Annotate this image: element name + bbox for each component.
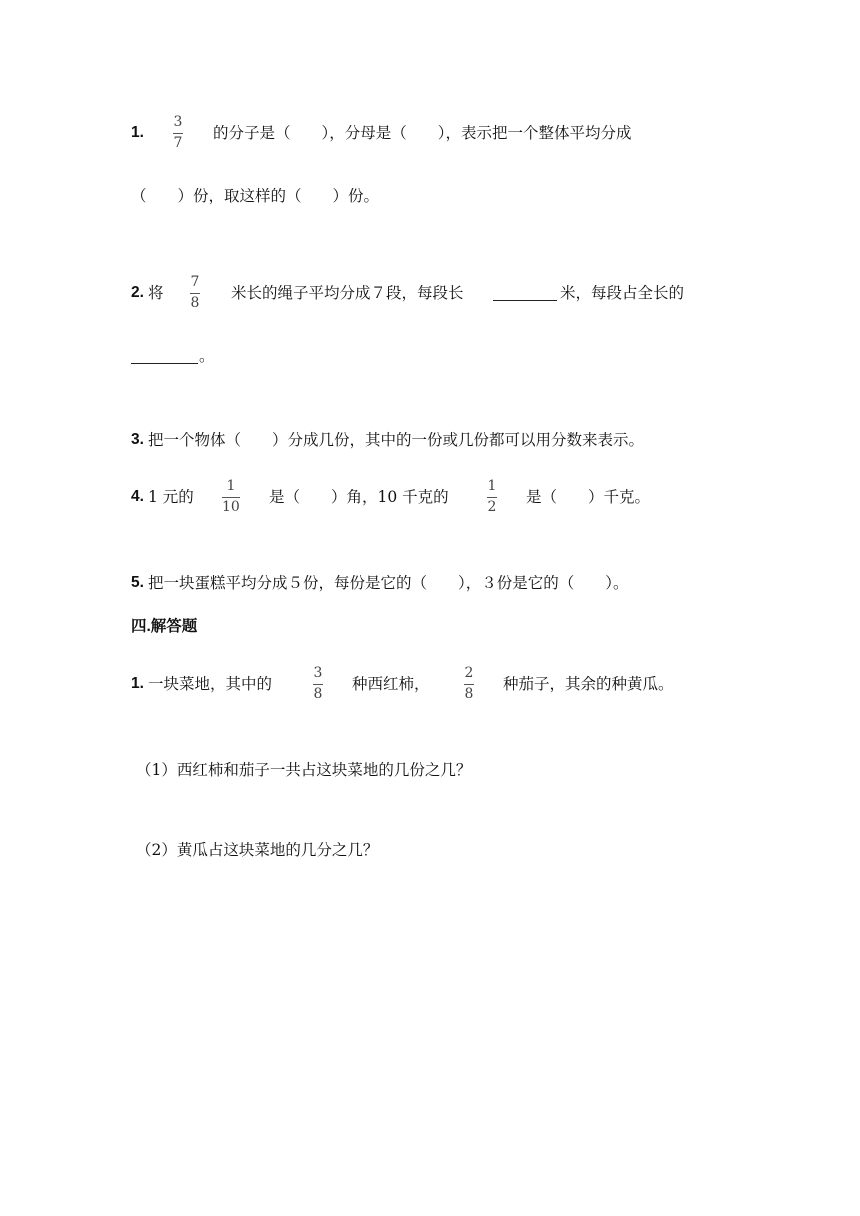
numerator: 2 [464,665,474,681]
numerator: 3 [173,114,183,130]
numerator: 1 [487,478,497,494]
numerator: 7 [190,274,200,290]
fraction-bar [173,133,183,134]
fraction-bar [313,684,323,685]
problem-number: 1. [131,675,144,692]
fraction-1-10 [222,479,240,515]
problem-text: 种茄子，其余的种黄瓜。 [503,675,674,693]
question-text: （ ）份，取这样的（ ）份。 [131,187,380,205]
question-number: 2. [131,284,144,301]
denominator: 10 [222,499,240,515]
fraction-3-8 [313,666,323,702]
fraction-bar [222,497,240,498]
question-text: 。 [199,347,215,365]
numerator: 1 [226,478,236,494]
numerator: 3 [313,665,323,681]
denominator: 8 [464,686,474,702]
question-text: 是（ ）千克。 [526,488,651,506]
sub-question-text: （1）西红柿和茄子一共占这块菜地的几份之几？ [136,761,472,779]
question-text: 米，每段占全长的 [560,284,685,302]
question-lead: 1 元的 [148,488,194,506]
question-text: 的分子是（ ），分母是（ ），表示把一个整体平均分成 [213,124,632,142]
fraction-3-7 [173,115,183,151]
question-number: 1. [131,124,144,141]
section-title: 四.解答题 [131,618,198,635]
answer-blank[interactable] [131,363,198,364]
denominator: 7 [173,135,183,151]
sub-question-text: （2）黄瓜占这块菜地的几分之几？ [136,841,379,859]
denominator: 2 [487,499,497,515]
question-number: 4. [131,488,144,505]
problem-text: 种西红柿， [352,675,430,693]
question-lead: 将 [148,284,164,302]
denominator: 8 [313,686,323,702]
fraction-7-8 [190,275,200,311]
fraction-bar [464,684,474,685]
answer-blank[interactable] [493,300,557,301]
fraction-2-8 [464,666,474,702]
question-text: 把一块蛋糕平均分成５份，每份是它的（ ），３份是它的（ ）。 [148,574,629,592]
problem-lead: 一块菜地，其中的 [148,675,273,693]
fraction-bar [190,293,200,294]
fraction-1-2 [487,479,497,515]
question-text: 把一个物体（ ）分成几份，其中的一份或几份都可以用分数来表示。 [148,431,645,449]
question-number: 3. [131,431,144,448]
question-text: 是（ ）角，10 千克的 [269,488,449,506]
question-text: 米长的绳子平均分成７段，每段长 [231,284,464,302]
fraction-bar [487,497,497,498]
question-number: 5. [131,574,144,591]
denominator: 8 [190,295,200,311]
